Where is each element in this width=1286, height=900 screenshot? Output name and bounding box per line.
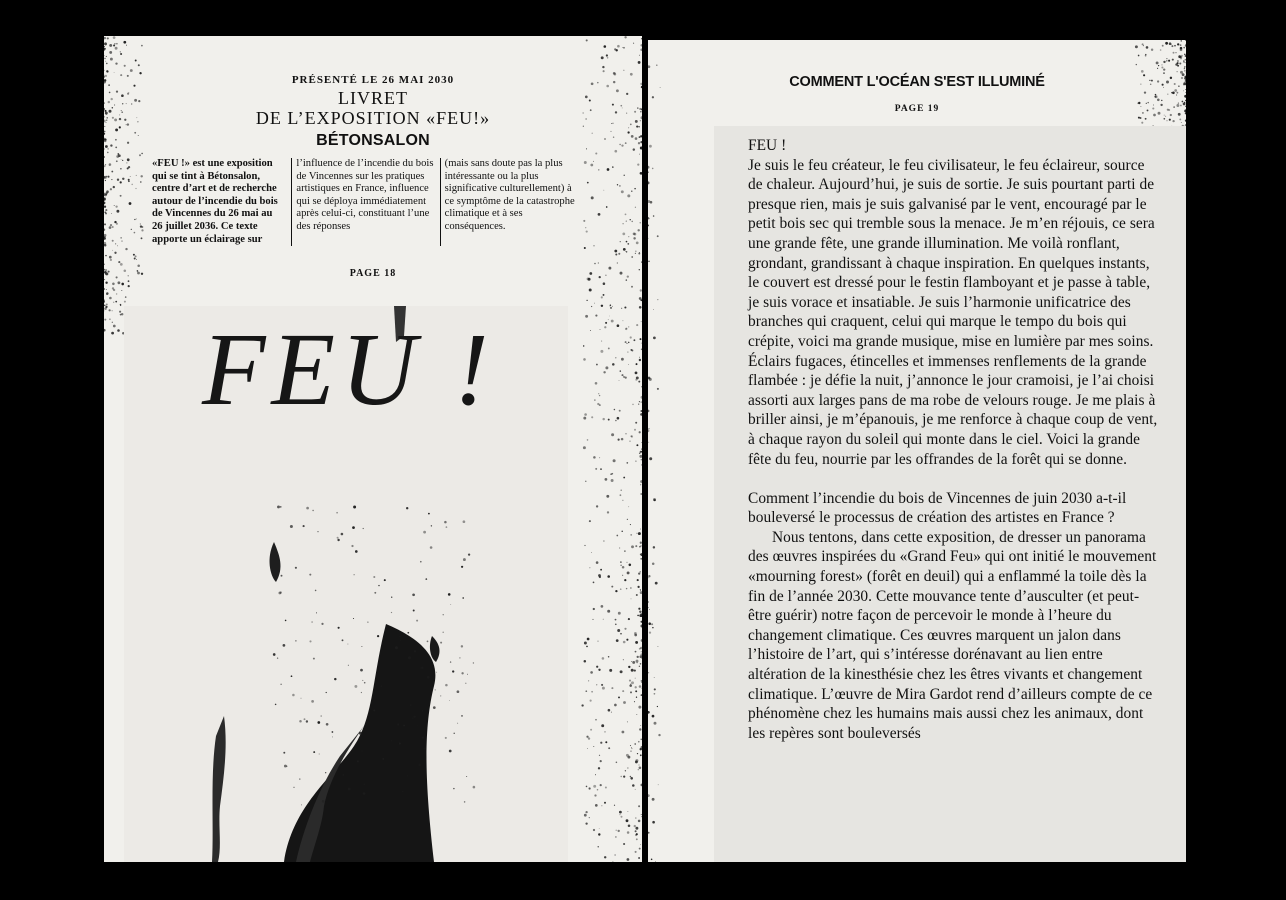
booklet-title-line2: DE L’EXPOSITION «FEU!» (255, 108, 491, 128)
paragraph-gap (748, 469, 1158, 489)
chapter-title: COMMENT L'OCÉAN S'EST ILLUMINÉ (789, 74, 1045, 90)
left-page (104, 36, 642, 862)
page-number-right: PAGE 19 (894, 104, 940, 114)
venue-name: BÉTONSALON (316, 132, 430, 149)
paragraph-question: Comment l’incendie du bois de Vincennes de juin 2030 a-t-il bouleversé le processus de création des artistes en France ? (748, 489, 1127, 527)
page-number-left: PAGE 18 (349, 268, 397, 279)
intro-columns (152, 158, 580, 246)
feu-big-title: FEU ! (202, 312, 495, 427)
paragraph-fire-monologue: Je suis le feu créateur, le feu civilisateur, le feu éclaireur, source de chaleur. Aujourd’hui, je suis de sortie. Je suis pourtant parti de presque rien, mais je suis galvanisé par le vent, encouragé par le petit bois sec qui tremble sous la menace. Je m’en réjouis, ce sera une grande fête, une grande illumination. Me voilà ronflant, grondant, grandissant à chaque inspiration. En quelques instants, le couvert est dressé pour le festin flamboyant et je passe à table, je suis vorace et insatiable. Je suis l’harmonie unificatrice des branches qui craquent, celui qui marque le tempo du bois qui crépite, voici ma grande musique, mise en lumière par mes soins. Éclairs fugaces, étincelles et immenses renflements de la grande flambée : je défie la nuit, j’annonce le jour cramoisi, je l’ai choisi assorti aux larges pans de ma robe de velours rouge. Je me plais à briller ainsi, je m’épanouis, je me renforce à chaque coup de vent, à chaque rayon du soleil qui monte dans le ciel. Voici la grande fête du feu, nourrie par les offrandes de la forêt qui se donne. (748, 156, 1158, 468)
booklet-title-line1: LIVRET (338, 88, 408, 108)
text-heading: FEU ! (748, 137, 787, 154)
intro-column-3: (mais sans doute pas la plus intéressante ou la plus significative culturellement) à ce symptôme de la catastrophe climatique et à ses conséquences. (440, 158, 580, 246)
feu-photocopy-image (124, 306, 568, 862)
main-text (748, 136, 1158, 743)
paragraph-exhibition: Nous tentons, dans cette exposition, de dresser un panorama des œuvres inspirées du «Grand Feu» qui ont initié le mouvement «mourning forest» (forêt en deuil) qui a enflammé la toile dès la fin de l’année 2030. Cette mouvance tente d’ausculter (et peut-être guérir) notre façon de percevoir le monde à l’heure du changement climatique. Ces œuvres marquent un jalon dans l’histoire de l’art, qui s’intéresse dorénavant au lien entre altération de la kinesthésie chez les êtres vivants et changement climatique. L’œuvre de Mira Gardot rend d’ailleurs compte de ce phénomène chez les humains mais aussi chez les animaux, dont les repères sont bouleversés (748, 528, 1157, 742)
pre-title: PRÉSENTÉ LE 26 MAI 2030 (291, 74, 455, 86)
intro-column-1: «FEU !» est une exposition qui se tint à Bétonsalon, centre d’art et de recherche autour de l’incendie du bois de Vincennes du 26 mai au 26 juillet 2036. Ce texte apporte un éclairage sur (152, 158, 278, 245)
intro-column-2: l’influence de l’incendie du bois de Vincennes sur les pratiques artistiques en France, influence qui se déploya immédiatement après celui-ci, constituant l’une des réponses (291, 158, 439, 246)
booklet-title (104, 88, 642, 128)
